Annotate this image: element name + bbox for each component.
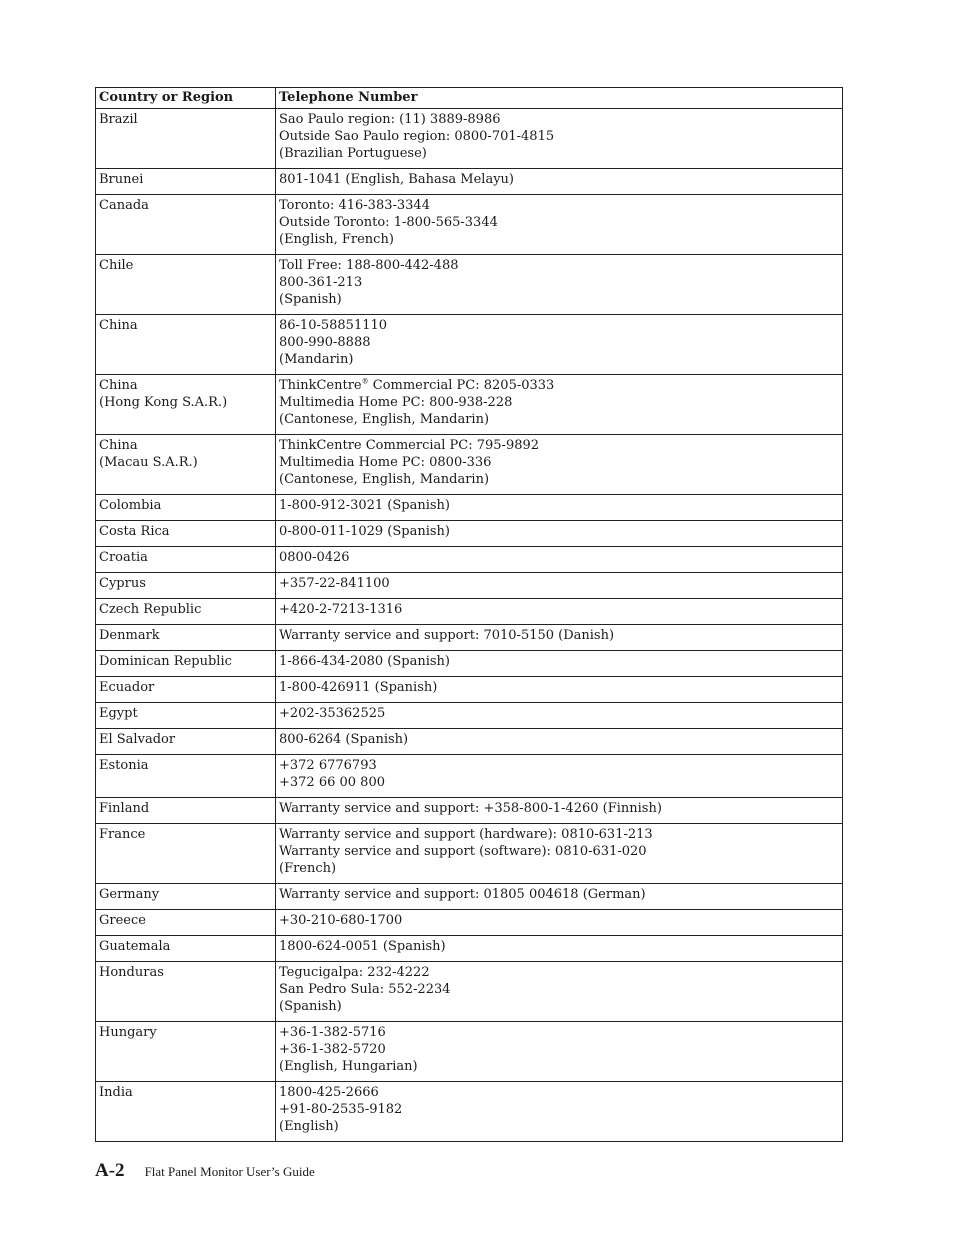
telephone-line: (English, French)	[279, 232, 394, 247]
telephone-line: Toronto: 416-383-3344	[279, 198, 430, 213]
country-line: Ecuador	[99, 680, 155, 695]
telephone-cell	[276, 1022, 843, 1082]
telephone-cell	[276, 936, 843, 962]
telephone-line: +357-22-841100	[279, 576, 390, 591]
telephone-cell	[276, 547, 843, 573]
country-cell	[96, 169, 276, 195]
telephone-line: San Pedro Sula: 552-2234	[279, 982, 451, 997]
telephone-cell	[276, 910, 843, 936]
country-line: China	[99, 318, 138, 333]
telephone-line: 0-800-011-1029 (Spanish)	[279, 524, 450, 539]
telephone-cell	[276, 315, 843, 375]
telephone-line: Warranty service and support: 01805 004618 (German)	[279, 887, 646, 902]
country-line: Egypt	[99, 706, 138, 721]
country-cell	[96, 109, 276, 169]
country-cell	[96, 729, 276, 755]
telephone-cell	[276, 824, 843, 884]
telephone-line: Warranty service and support (software): 0810-631-020	[279, 844, 647, 859]
page-footer	[95, 1160, 315, 1182]
telephone-line: (Cantonese, English, Mandarin)	[279, 472, 490, 487]
country-cell	[96, 255, 276, 315]
telephone-line: +36-1-382-5716	[279, 1025, 386, 1040]
telephone-line: Outside Sao Paulo region: 0800-701-4815	[279, 129, 555, 144]
table-row	[96, 884, 843, 910]
telephone-line: 800-361-213	[279, 275, 363, 290]
country-cell	[96, 824, 276, 884]
country-line: India	[99, 1085, 133, 1100]
country-cell	[96, 495, 276, 521]
country-cell	[96, 625, 276, 651]
country-cell	[96, 936, 276, 962]
table-row	[96, 1022, 843, 1082]
country-line: (Macau S.A.R.)	[99, 455, 198, 470]
table-row	[96, 195, 843, 255]
country-cell	[96, 599, 276, 625]
telephone-line: 800-6264 (Spanish)	[279, 732, 409, 747]
telephone-line: 801-1041 (English, Bahasa Melayu)	[279, 172, 514, 187]
telephone-line: ThinkCentre® Commercial PC: 8205-0333	[279, 377, 555, 393]
country-line: Cyprus	[99, 576, 146, 591]
telephone-line: (Mandarin)	[279, 352, 354, 367]
table-row	[96, 169, 843, 195]
country-line: China	[99, 378, 138, 393]
table-row	[96, 573, 843, 599]
column-header-country: Country or Region	[96, 88, 276, 109]
country-line: Chile	[99, 258, 134, 273]
telephone-line: +420-2-7213-1316	[279, 602, 403, 617]
telephone-line: Sao Paulo region: (11) 3889-8986	[279, 112, 501, 127]
table-row	[96, 910, 843, 936]
country-cell	[96, 573, 276, 599]
country-line: Hungary	[99, 1025, 157, 1040]
country-line: (Hong Kong S.A.R.)	[99, 395, 228, 410]
telephone-line: +91-80-2535-9182	[279, 1102, 403, 1117]
country-cell	[96, 755, 276, 798]
column-header-telephone: Telephone Number	[276, 88, 843, 109]
telephone-cell	[276, 435, 843, 495]
table-row	[96, 109, 843, 169]
country-line: Brunei	[99, 172, 144, 187]
telephone-line: 800-990-8888	[279, 335, 371, 350]
table-row	[96, 625, 843, 651]
country-cell	[96, 651, 276, 677]
country-cell	[96, 315, 276, 375]
telephone-line: +372 66 00 800	[279, 775, 385, 790]
country-line: Canada	[99, 198, 149, 213]
country-line: Dominican Republic	[99, 654, 232, 669]
table-row	[96, 375, 843, 435]
table-row	[96, 255, 843, 315]
country-line: Croatia	[99, 550, 148, 565]
telephone-cell	[276, 599, 843, 625]
telephone-line: Tegucigalpa: 232-4222	[279, 965, 430, 980]
table-row	[96, 755, 843, 798]
country-line: El Salvador	[99, 732, 176, 747]
telephone-cell	[276, 495, 843, 521]
telephone-line: Warranty service and support (hardware): 0810-631-213	[279, 827, 653, 842]
table-row	[96, 495, 843, 521]
telephone-line: 1-866-434-2080 (Spanish)	[279, 654, 450, 669]
table-row	[96, 703, 843, 729]
page-number: A-2	[95, 1160, 125, 1181]
country-line: France	[99, 827, 146, 842]
telephone-cell	[276, 625, 843, 651]
telephone-line: ThinkCentre Commercial PC: 795-9892	[279, 438, 540, 453]
country-cell	[96, 435, 276, 495]
country-line: Honduras	[99, 965, 164, 980]
phone-support-table	[95, 87, 843, 1142]
telephone-line: Warranty service and support: +358-800-1-4260 (Finnish)	[279, 801, 662, 816]
telephone-line: 0800-0426	[279, 550, 350, 565]
telephone-line: (Spanish)	[279, 292, 342, 307]
telephone-line: (Spanish)	[279, 999, 342, 1014]
document-title: Flat Panel Monitor User’s Guide	[144, 1164, 315, 1179]
table-row	[96, 599, 843, 625]
telephone-cell	[276, 729, 843, 755]
telephone-cell	[276, 573, 843, 599]
country-cell	[96, 910, 276, 936]
country-line: Finland	[99, 801, 150, 816]
telephone-cell	[276, 169, 843, 195]
country-cell	[96, 521, 276, 547]
telephone-cell	[276, 884, 843, 910]
telephone-cell	[276, 651, 843, 677]
telephone-cell	[276, 255, 843, 315]
telephone-line: Warranty service and support: 7010-5150 (Danish)	[279, 628, 615, 643]
telephone-line: 1-800-426911 (Spanish)	[279, 680, 438, 695]
country-line: Czech Republic	[99, 602, 202, 617]
table-row	[96, 651, 843, 677]
telephone-cell	[276, 521, 843, 547]
table-row	[96, 1082, 843, 1142]
table-row	[96, 547, 843, 573]
table-row	[96, 677, 843, 703]
telephone-line: 1800-624-0051 (Spanish)	[279, 939, 446, 954]
table-row	[96, 521, 843, 547]
country-cell	[96, 1082, 276, 1142]
table-row	[96, 962, 843, 1022]
country-line: Colombia	[99, 498, 162, 513]
telephone-line: Multimedia Home PC: 0800-336	[279, 455, 492, 470]
country-line: Greece	[99, 913, 146, 928]
table-row	[96, 798, 843, 824]
table-row	[96, 315, 843, 375]
country-cell	[96, 962, 276, 1022]
country-cell	[96, 884, 276, 910]
country-line: Guatemala	[99, 939, 171, 954]
telephone-cell	[276, 677, 843, 703]
country-cell	[96, 677, 276, 703]
telephone-cell	[276, 109, 843, 169]
country-cell	[96, 195, 276, 255]
country-line: Germany	[99, 887, 160, 902]
telephone-cell	[276, 755, 843, 798]
telephone-line: +372 6776793	[279, 758, 377, 773]
telephone-line: (Brazilian Portuguese)	[279, 146, 427, 161]
telephone-line: +30-210-680-1700	[279, 913, 403, 928]
telephone-line: (French)	[279, 861, 337, 876]
country-line: China	[99, 438, 138, 453]
telephone-cell	[276, 375, 843, 435]
telephone-line: 1-800-912-3021 (Spanish)	[279, 498, 450, 513]
country-line: Denmark	[99, 628, 160, 643]
telephone-cell	[276, 703, 843, 729]
table-row	[96, 936, 843, 962]
telephone-line: Outside Toronto: 1-800-565-3344	[279, 215, 498, 230]
country-cell	[96, 1022, 276, 1082]
table-row	[96, 824, 843, 884]
telephone-line: (English)	[279, 1119, 339, 1134]
telephone-line: (English, Hungarian)	[279, 1059, 418, 1074]
telephone-cell	[276, 962, 843, 1022]
country-cell	[96, 375, 276, 435]
telephone-cell	[276, 1082, 843, 1142]
telephone-line: Toll Free: 188-800-442-488	[279, 258, 459, 273]
country-cell	[96, 547, 276, 573]
telephone-line: 86-10-58851110	[279, 318, 388, 333]
country-cell	[96, 703, 276, 729]
table-row	[96, 435, 843, 495]
telephone-cell	[276, 798, 843, 824]
telephone-line: (Cantonese, English, Mandarin)	[279, 412, 490, 427]
country-line: Estonia	[99, 758, 149, 773]
telephone-line: 1800-425-2666	[279, 1085, 379, 1100]
country-cell	[96, 798, 276, 824]
country-line: Costa Rica	[99, 524, 170, 539]
table-row	[96, 729, 843, 755]
country-line: Brazil	[99, 112, 138, 127]
telephone-line: +202-35362525	[279, 706, 386, 721]
telephone-line: Multimedia Home PC: 800-938-228	[279, 395, 513, 410]
telephone-cell	[276, 195, 843, 255]
telephone-line: +36-1-382-5720	[279, 1042, 386, 1057]
table-header-row	[96, 88, 843, 109]
